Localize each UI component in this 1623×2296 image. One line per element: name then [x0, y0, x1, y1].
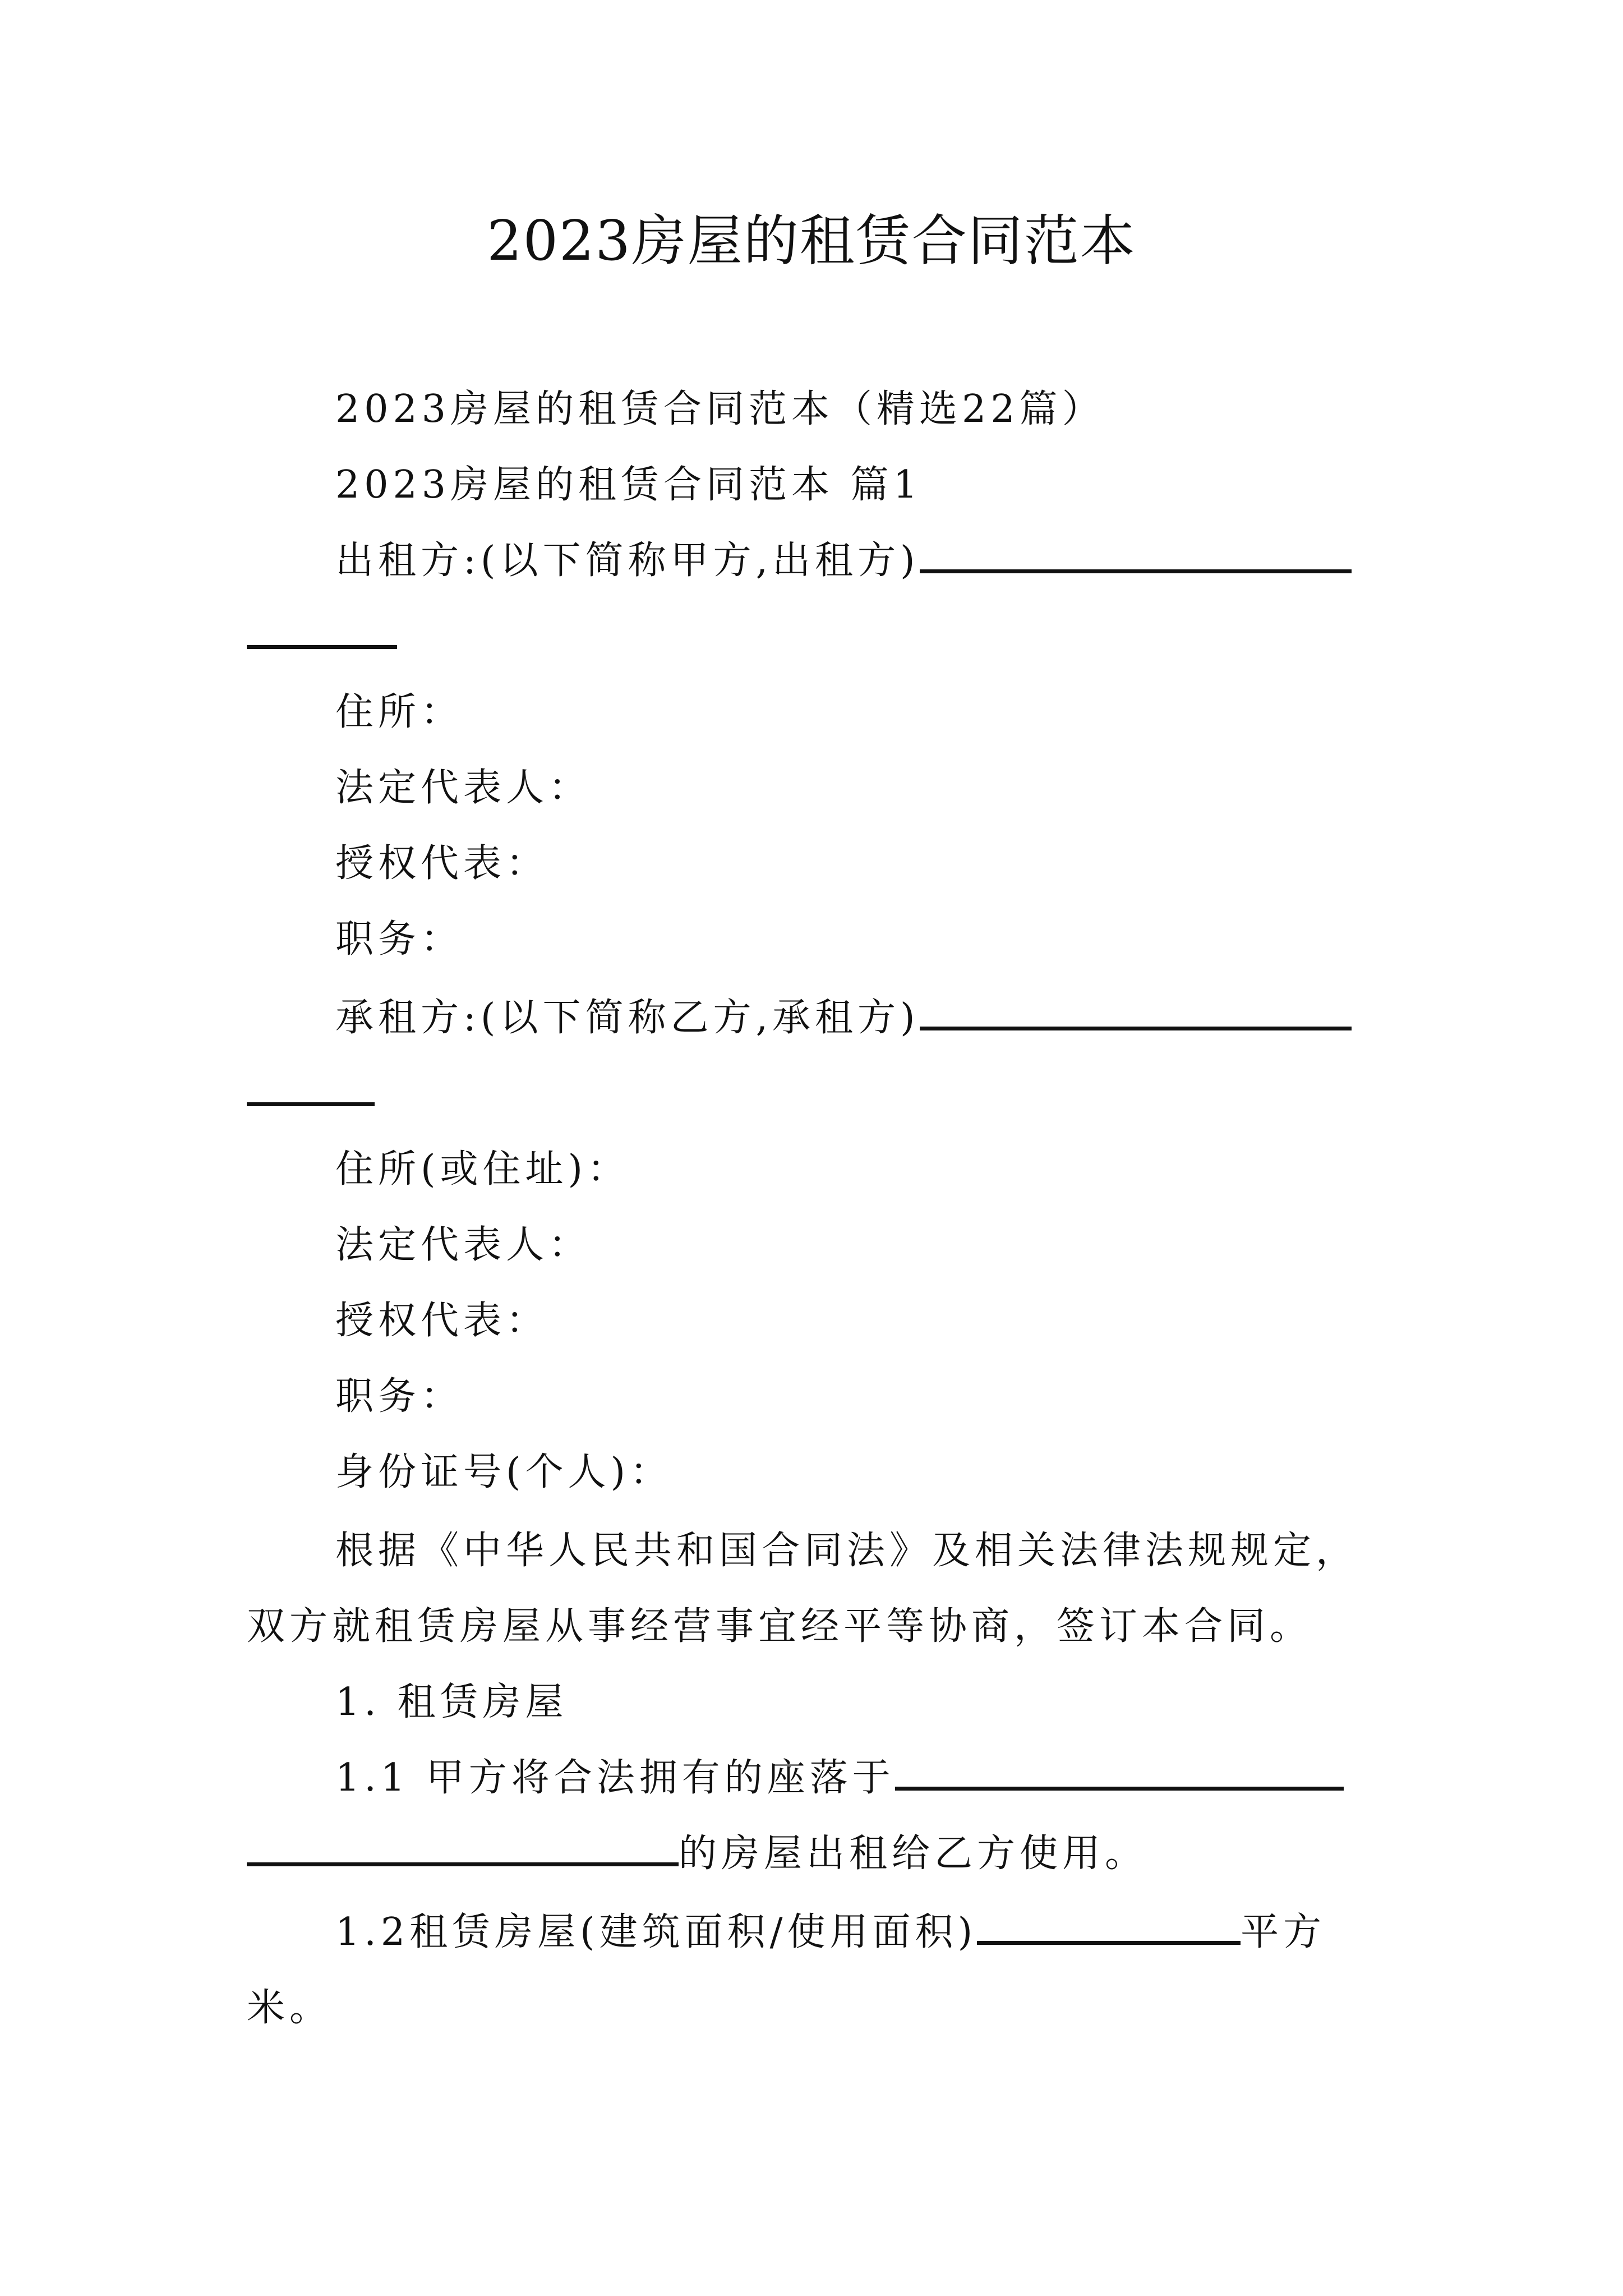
- property-location-blank-cont: [247, 1828, 679, 1866]
- lessee-line: [335, 990, 1352, 1046]
- preamble-line-1: 根据《中华人民共和国合同法》及相关法律法规规定，: [335, 1529, 1359, 1573]
- clause-1-1-line: [335, 1750, 1344, 1806]
- lessee-name-blank: [920, 992, 1352, 1030]
- document-title: 2023房屋的租赁合同范本: [487, 209, 1136, 273]
- lessee-label: 承租方:(以下简称乙方,承租方): [335, 996, 920, 1040]
- lessor-name-blank: [920, 535, 1352, 573]
- section-heading: 2023房屋的租赁合同范本 篇1: [335, 463, 922, 507]
- clause-1-2-unit: 平方: [1241, 1910, 1326, 1954]
- lessee-position: 职务：: [335, 1374, 464, 1419]
- preamble-line-2: 双方就租赁房屋从事经营事宜经平等协商，签订本合同。: [247, 1604, 1313, 1649]
- property-location-blank: [895, 1752, 1344, 1791]
- lessor-auth-rep: 授权代表：: [335, 841, 549, 886]
- lessee-blank-continued: [247, 1066, 375, 1122]
- lessor-line: [335, 533, 1352, 589]
- lessor-label: 出租方:(以下简称甲方,出租方): [335, 539, 920, 583]
- lessee-auth-rep: 授权代表：: [335, 1299, 549, 1343]
- lessor-position: 职务：: [335, 917, 464, 961]
- clause-1-2-unit-cont: 米。: [247, 1986, 333, 2030]
- document-subtitle: 2023房屋的租赁合同范本（精选22篇）: [335, 387, 1105, 431]
- lessor-blank-continued: [247, 609, 397, 665]
- clause-1-1-prefix: 1.1 甲方将合法拥有的座落于: [335, 1756, 895, 1800]
- lessor-name-blank-cont: [247, 610, 397, 649]
- clause-1-heading: 1. 租赁房屋: [335, 1680, 568, 1724]
- area-blank: [977, 1906, 1241, 1945]
- lessor-address: 住所：: [335, 690, 464, 734]
- lessee-address: 住所(或住址)：: [335, 1147, 630, 1191]
- clause-1-2-prefix: 1.2租赁房屋(建筑面积/使用面积): [335, 1910, 978, 1954]
- lessee-id: 身份证号(个人)：: [335, 1450, 673, 1494]
- clause-1-1-suffix: 的房屋出租给乙方使用。: [679, 1832, 1148, 1876]
- lessee-legal-rep: 法定代表人：: [335, 1223, 592, 1267]
- clause-1-2-line: [335, 1904, 1326, 1961]
- lessee-name-blank-cont: [247, 1068, 375, 1106]
- clause-1-1-continued: [247, 1826, 1147, 1882]
- lessor-legal-rep: 法定代表人：: [335, 766, 592, 810]
